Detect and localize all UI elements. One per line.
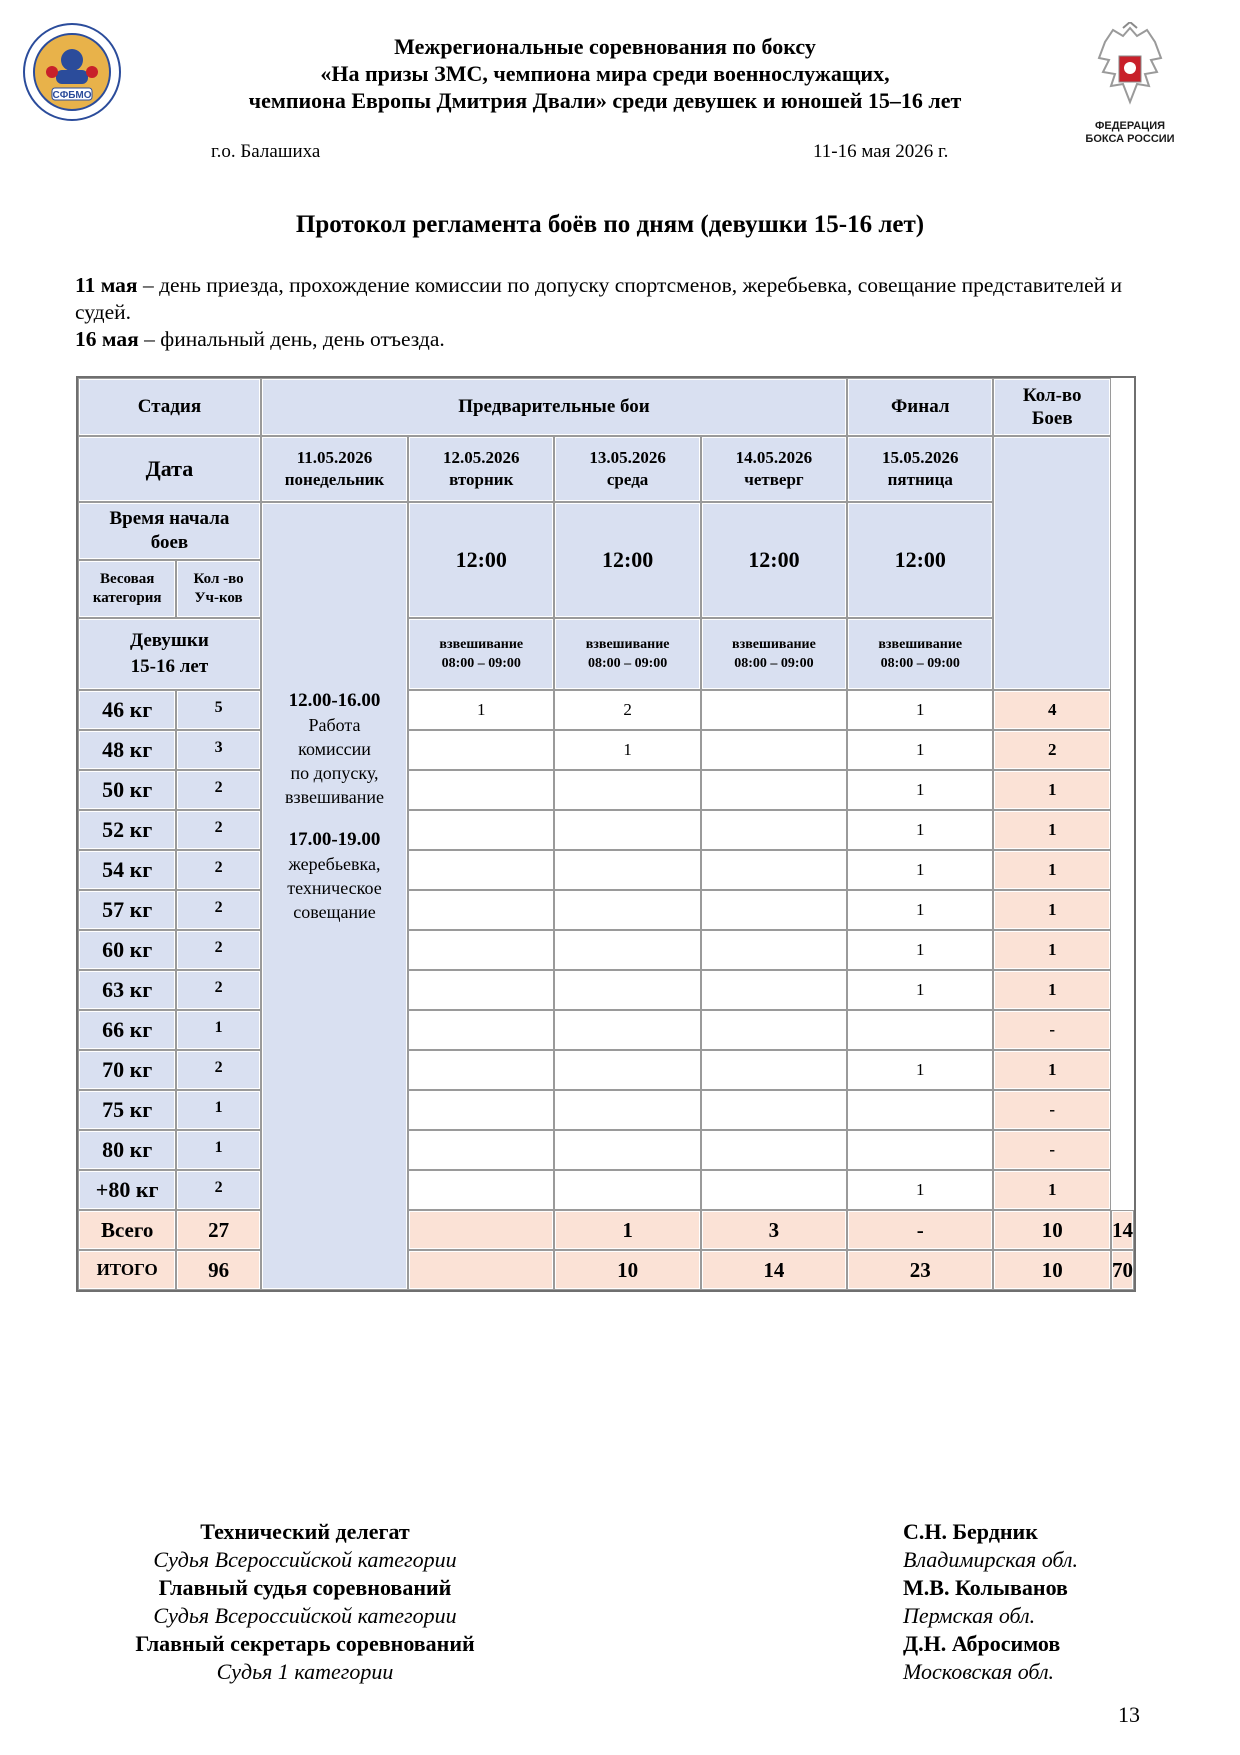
start-time-label-1: Время начала [109,508,230,529]
bouts-cell-d14 [701,930,847,970]
grand-row-label: ИТОГО [78,1250,176,1290]
bouts-cell-d12 [408,770,554,810]
bouts-total: 4 [993,690,1111,730]
day1-text: совещание [293,902,376,922]
day1-text: по допуску, [290,763,379,783]
bouts-cell-d15: 1 [847,810,993,850]
bouts-cell-d15: 1 [847,970,993,1010]
table-row [78,890,1134,930]
bouts-cell-d14 [701,770,847,810]
bouts-cell-d15: 1 [847,770,993,810]
day-header-5 [847,436,993,502]
sum-row-d12: 1 [554,1210,700,1250]
bouts-cell-d14 [701,730,847,770]
weighin-4 [701,618,847,690]
grand-row-participants: 96 [176,1250,261,1290]
bouts-cell-d13 [554,1010,700,1050]
day-header-3 [554,436,700,502]
bouts-cell-d14 [701,890,847,930]
sig-category-1: Судья Всероссийской категории [153,1547,457,1572]
participants-count: 2 [176,1050,261,1090]
sum-row-d13: 3 [701,1210,847,1250]
sum-row-d15: 10 [993,1210,1111,1250]
day-date: 14.05.2026 [735,448,813,467]
table-row [78,1090,1134,1130]
title-line-1: Межрегиональные соревнования по боксу [394,34,816,59]
start-time-3: 12:00 [554,502,700,618]
participants-count: 1 [176,1090,261,1130]
weighin-3 [554,618,700,690]
weight-category: 50 кг [78,770,176,810]
start-time-label [78,502,261,560]
bouts-total: 1 [993,970,1111,1010]
bouts-total: 1 [993,930,1111,970]
sum-row-total: 14 [1111,1210,1134,1250]
intro-text-1: – день приезда, прохождение комиссии по допуску спортсменов, жеребьевка, совещание представителей и судей. [75,273,1123,324]
bouts-cell-d13 [554,970,700,1010]
participants-count: 2 [176,930,261,970]
weighin-label: взвешивание [732,637,816,652]
signature-roles [100,1518,510,1686]
grand-row-d13: 14 [701,1250,847,1290]
weight-category: 66 кг [78,1010,176,1050]
table-row [78,810,1134,850]
day1-text: жеребьевка, [288,854,381,874]
grand-row-total: 70 [1111,1250,1134,1290]
weighin-label: взвешивание [439,637,524,652]
bouts-cell-d15: 1 [847,730,993,770]
grand-row-d14: 23 [847,1250,993,1290]
prelim-header: Предварительные бои [261,378,847,436]
day-header-1 [261,436,408,502]
participants-count: 2 [176,850,261,890]
page-number: 13 [1118,1702,1140,1727]
start-time-4: 12:00 [701,502,847,618]
table-row [78,690,1134,730]
group-label-2: 15-16 лет [130,656,209,677]
weight-category: 57 кг [78,890,176,930]
sum-row-d14: - [847,1210,993,1250]
participants-count: 1 [176,1130,261,1170]
bouts-total: - [993,1130,1111,1170]
bouts-cell-d14 [701,810,847,850]
sig-name-2: М.В. Колыванов [903,1575,1068,1600]
weight-category: 63 кг [78,970,176,1010]
participants-count: 2 [176,810,261,850]
weight-category: 70 кг [78,1050,176,1090]
bouts-cell-d15: 1 [847,930,993,970]
table-row [78,730,1134,770]
sig-name-3: Д.Н. Абросимов [903,1631,1061,1656]
weighin-label: взвешивание [585,637,670,652]
bouts-cell-d12 [408,1170,554,1210]
participants-count: 3 [176,730,261,770]
title-line-2: «На призы ЗМС, чемпиона мира среди военнослужащих, [320,61,890,86]
weight-category: 75 кг [78,1090,176,1130]
protocol-title: Протокол регламента боёв по дням (девушки 15-16 лет) [295,211,925,238]
bouts-total: 1 [993,890,1111,930]
weighin-time: 08:00 – 09:00 [734,656,814,671]
bouts-total: 2 [993,730,1111,770]
bouts-cell-d12: 1 [408,690,554,730]
sig-region-1: Владимирская обл. [903,1547,1079,1572]
day1-info [261,502,408,1290]
bouts-cell-d12 [408,1090,554,1130]
date-header: Дата [78,436,261,502]
sig-role-2: Главный судья соревнований [158,1575,452,1600]
table-row [78,970,1134,1010]
participants-count: 5 [176,690,261,730]
sum-row-d11 [408,1210,554,1250]
bouts-cell-d13 [554,1050,700,1090]
day-date: 12.05.2026 [443,448,520,467]
table-row [78,770,1134,810]
bouts-total: - [993,1090,1111,1130]
day1-time-2: 17.00-19.00 [288,829,381,850]
weighin-2 [408,618,554,690]
weighin-label: взвешивание [878,637,963,652]
frb-text-line1: ФЕДЕРАЦИЯ [1094,120,1166,132]
bouts-header-blank [993,436,1111,690]
bouts-count-header [993,378,1111,436]
day-header-4 [701,436,847,502]
weighin-time: 08:00 – 09:00 [587,656,668,671]
day-date: 13.05.2026 [589,448,666,467]
table-row [78,1010,1134,1050]
start-time-label-2: боев [150,532,189,553]
weight-cat-label-1: Весовая [99,571,155,587]
bouts-total: 1 [993,810,1111,850]
bouts-cell-d15: 1 [847,1170,993,1210]
participants-label-2: Уч-ков [194,590,243,606]
day1-text: взвешивание [284,787,384,807]
bouts-cell-d13 [554,770,700,810]
day-weekday: вторник [449,470,514,489]
weight-category: 60 кг [78,930,176,970]
bouts-cell-d13 [554,890,700,930]
participants-count: 2 [176,890,261,930]
bouts-cell-d15: 1 [847,850,993,890]
weight-category: +80 кг [78,1170,176,1210]
bouts-cell-d14 [701,850,847,890]
bouts-cell-d14 [701,1050,847,1090]
bouts-total: 1 [993,850,1111,890]
intro-text-2: – финальный день, день отъезда. [138,327,445,351]
venue: г.о. Балашиха [211,141,321,162]
group-label [78,618,261,690]
bouts-cell-d13: 1 [554,730,700,770]
frb-text-line2: БОКСА РОССИИ [1085,133,1175,145]
participants-label [176,560,261,618]
intro-date-2: 16 мая [75,327,139,351]
bouts-total: 1 [993,1050,1111,1090]
signature-names [903,1518,1078,1686]
day-weekday: понедельник [284,470,385,489]
sig-region-2: Пермская обл. [903,1603,1036,1628]
bouts-cell-d15 [847,1130,993,1170]
bouts-cell-d14 [701,970,847,1010]
weight-category: 80 кг [78,1130,176,1170]
day1-text: комиссии [298,739,371,759]
weight-cat-label [78,560,176,618]
bouts-total: 1 [993,1170,1111,1210]
sum-row [78,1210,1134,1250]
bouts-label-2: Боев [1031,408,1073,429]
sum-row-participants: 27 [176,1210,261,1250]
bouts-cell-d15: 1 [847,690,993,730]
sig-region-3: Московская обл. [903,1659,1055,1684]
bouts-cell-d12 [408,970,554,1010]
bouts-cell-d12 [408,1010,554,1050]
group-label-1: Девушки [130,630,209,651]
day1-text: Работа [308,715,361,735]
title-line-3: чемпиона Европы Дмитрия Двали» среди девушек и юношей 15–16 лет [248,88,962,113]
bouts-cell-d13 [554,850,700,890]
sig-name-1: С.Н. Бердник [903,1519,1038,1544]
sfbmo-logo [22,22,122,122]
bouts-cell-d12 [408,930,554,970]
table-row [78,1170,1134,1210]
day-date: 15.05.2026 [882,448,959,467]
bouts-cell-d14 [701,1010,847,1050]
bouts-cell-d12 [408,1130,554,1170]
table-row [78,1050,1134,1090]
bouts-cell-d12 [408,810,554,850]
grand-row-d11 [408,1250,554,1290]
weight-category: 48 кг [78,730,176,770]
bouts-cell-d14 [701,1170,847,1210]
weight-cat-label-2: категория [92,590,162,606]
bouts-cell-d14 [701,1130,847,1170]
weighin-time: 08:00 – 09:00 [441,656,521,671]
start-time-5: 12:00 [847,502,993,618]
bouts-cell-d12 [408,890,554,930]
svg-text:СФБМО: СФБМО [52,90,92,101]
weighin-time: 08:00 – 09:00 [880,656,960,671]
bouts-cell-d15 [847,1090,993,1130]
participants-count: 2 [176,1170,261,1210]
bouts-cell-d15: 1 [847,890,993,930]
bouts-cell-d15 [847,1010,993,1050]
bouts-total: 1 [993,770,1111,810]
participants-count: 1 [176,1010,261,1050]
day-header-2 [408,436,554,502]
day-weekday: четверг [744,470,804,489]
bouts-cell-d14 [701,690,847,730]
weight-category: 54 кг [78,850,176,890]
bouts-cell-d13 [554,1090,700,1130]
schedule-table [76,376,1136,1292]
weighin-5 [847,618,993,690]
bouts-cell-d12 [408,1050,554,1090]
competition-title [140,33,1070,114]
bouts-cell-d13 [554,930,700,970]
bouts-cell-d12 [408,850,554,890]
bouts-cell-d13 [554,810,700,850]
sig-role-1: Технический делегат [200,1519,410,1544]
sum-row-label: Всего [78,1210,176,1250]
event-dates: 11-16 мая 2026 г. [813,141,949,162]
bouts-label-1: Кол-во [1022,385,1082,406]
participants-label-1: Кол -во [193,571,244,587]
sig-role-3: Главный секретарь соревнований [135,1631,475,1656]
weight-category: 52 кг [78,810,176,850]
bouts-cell-d13 [554,1130,700,1170]
day-date: 11.05.2026 [296,448,373,467]
participants-count: 2 [176,770,261,810]
final-header: Финал [847,378,993,436]
day-weekday: пятница [887,470,953,489]
intro-text [75,272,1155,353]
bouts-cell-d13: 2 [554,690,700,730]
sig-category-2: Судья Всероссийской категории [153,1603,457,1628]
intro-date-1: 11 мая [75,273,138,297]
table-row [78,850,1134,890]
bouts-cell-d15: 1 [847,1050,993,1090]
day-weekday: среда [606,470,649,489]
grand-row-d12: 10 [554,1250,700,1290]
day1-text: техническое [287,878,382,898]
bouts-cell-d14 [701,1090,847,1130]
grand-row [78,1250,1134,1290]
table-row [78,930,1134,970]
sig-category-3: Судья 1 категории [216,1659,394,1684]
frb-logo [1082,22,1178,148]
participants-count: 2 [176,970,261,1010]
start-time-2: 12:00 [408,502,554,618]
bouts-total: - [993,1010,1111,1050]
day1-time-1: 12.00-16.00 [288,690,381,711]
bouts-cell-d13 [554,1170,700,1210]
grand-row-d15: 10 [993,1250,1111,1290]
table-row [78,1130,1134,1170]
stage-header: Стадия [78,378,261,436]
weight-category: 46 кг [78,690,176,730]
bouts-cell-d12 [408,730,554,770]
